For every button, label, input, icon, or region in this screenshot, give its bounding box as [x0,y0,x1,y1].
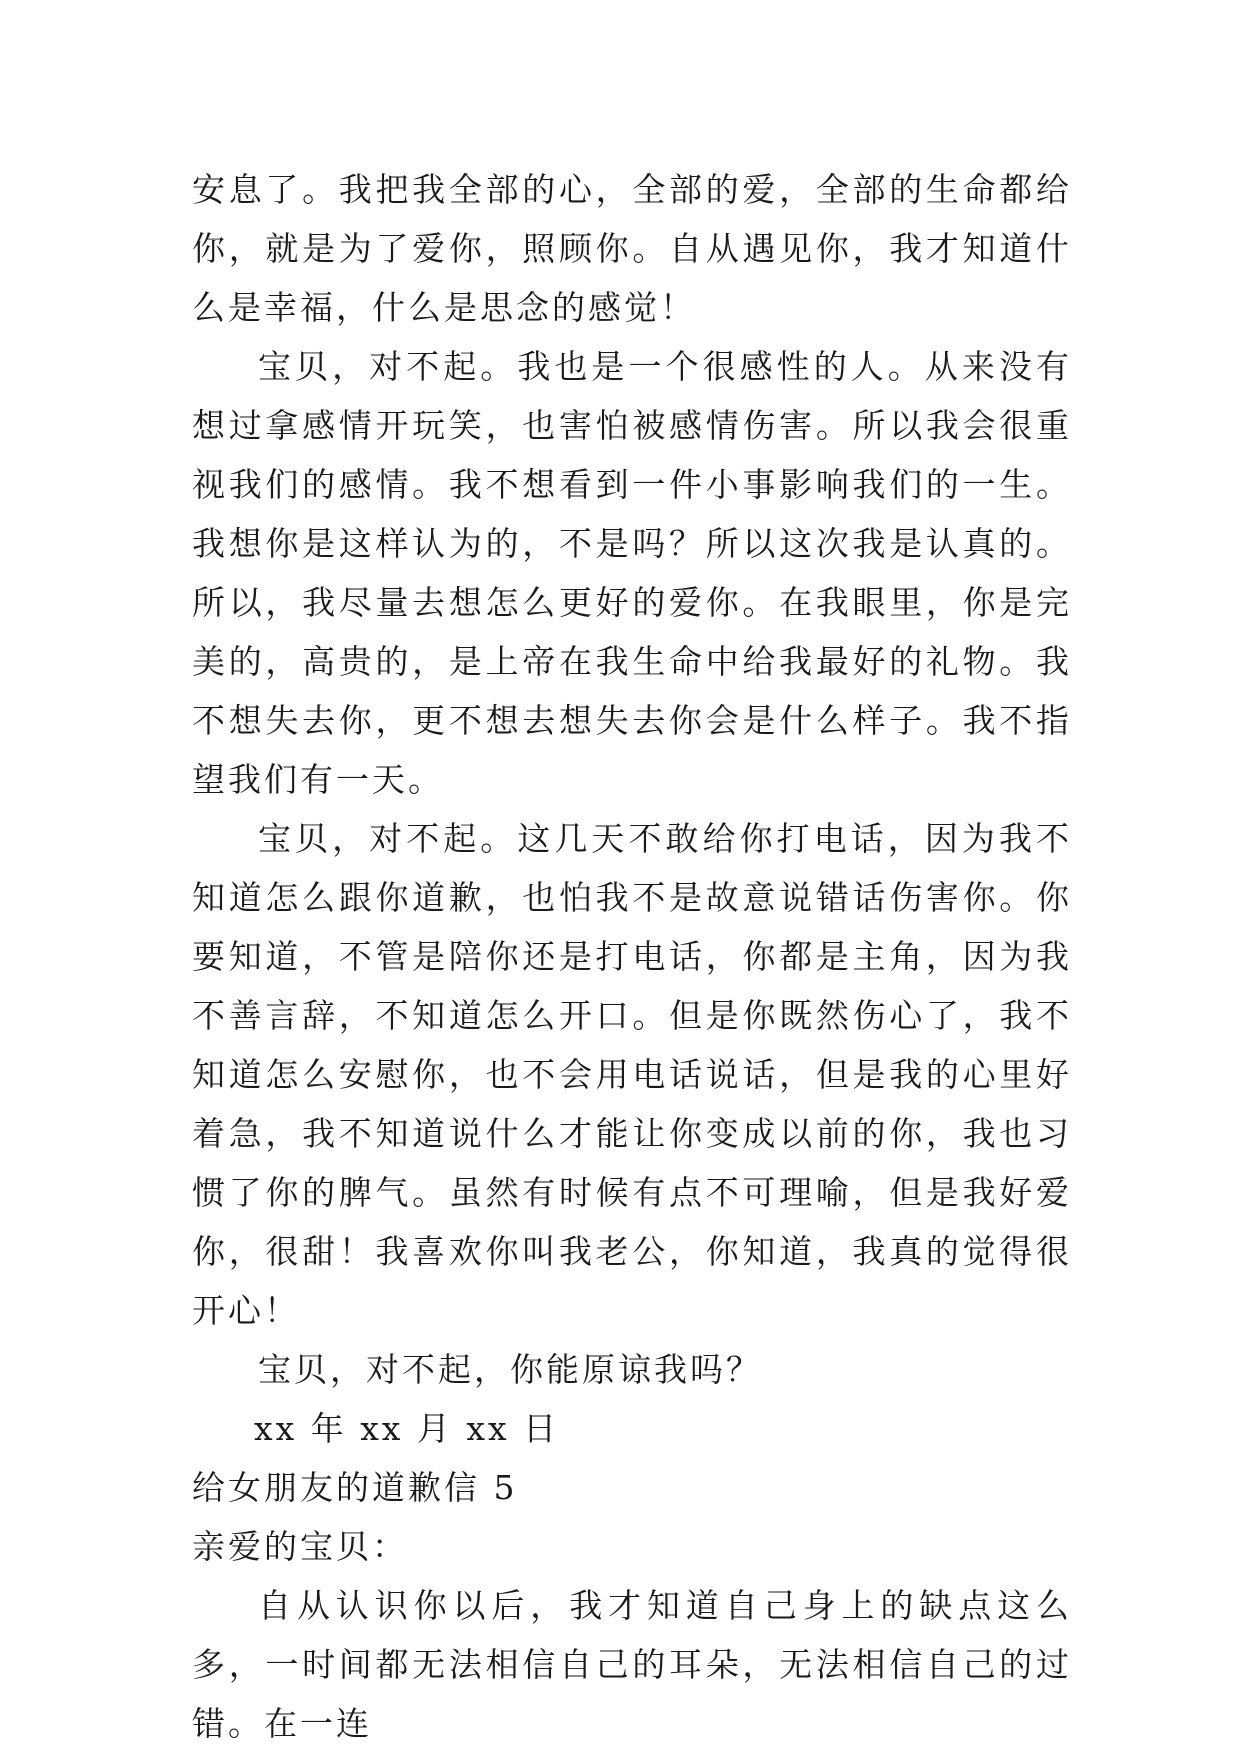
letter-content [192,160,1072,1753]
letter-date: xx 年 xx 月 xx 日 [254,1409,560,1448]
salutation: 亲爱的宝贝： [192,1527,408,1566]
paragraph-body-start: 自从认识你以后，我才知道自己身上的缺点这么多，一时间都无法相信自己的耳朵，无法相信自己的过错。在一连 [192,1586,1072,1743]
paragraph-closing-question: 宝贝，对不起，你能原谅我吗？ [258,1350,762,1389]
paragraph-continuation: 安息了。我把我全部的心，全部的爱，全部的生命都给你，就是为了爱你，照顾你。自从遇见你，我才知道什么是幸福，什么是思念的感觉！ [192,170,1072,327]
paragraph-apology-2: 宝贝，对不起。这几天不敢给你打电话，因为我不知道怎么跟你道歉，也怕我不是故意说错话伤害你。你要知道，不管是陪你还是打电话，你都是主角，因为我不善言辞，不知道怎么开口。但是你既然伤心了，我不知道怎么安慰你，也不会用电话说话，但是我的心里好着急，我不知道说什么才能让你变成以前的你，我也习惯了你的脾气。虽然有时候有点不可理喻，但是我好爱你，很甜！我喜欢你叫我老公，你知道，我真的觉得很开心！ [192,819,1072,1330]
section-title: 给女朋友的道歉信 5 [192,1468,518,1507]
paragraph-apology-1: 宝贝，对不起。我也是一个很感性的人。从来没有想过拿感情开玩笑，也害怕被感情伤害。所以我会很重视我们的感情。我不想看到一件小事影响我们的一生。我想你是这样认为的，不是吗？所以这次我是认真的。所以，我尽量去想怎么更好的爱你。在我眼里，你是完美的，高贵的，是上帝在我生命中给我最好的礼物。我不想失去你，更不想去想失去你会是什么样子。我不指望我们有一天。 [192,347,1072,799]
